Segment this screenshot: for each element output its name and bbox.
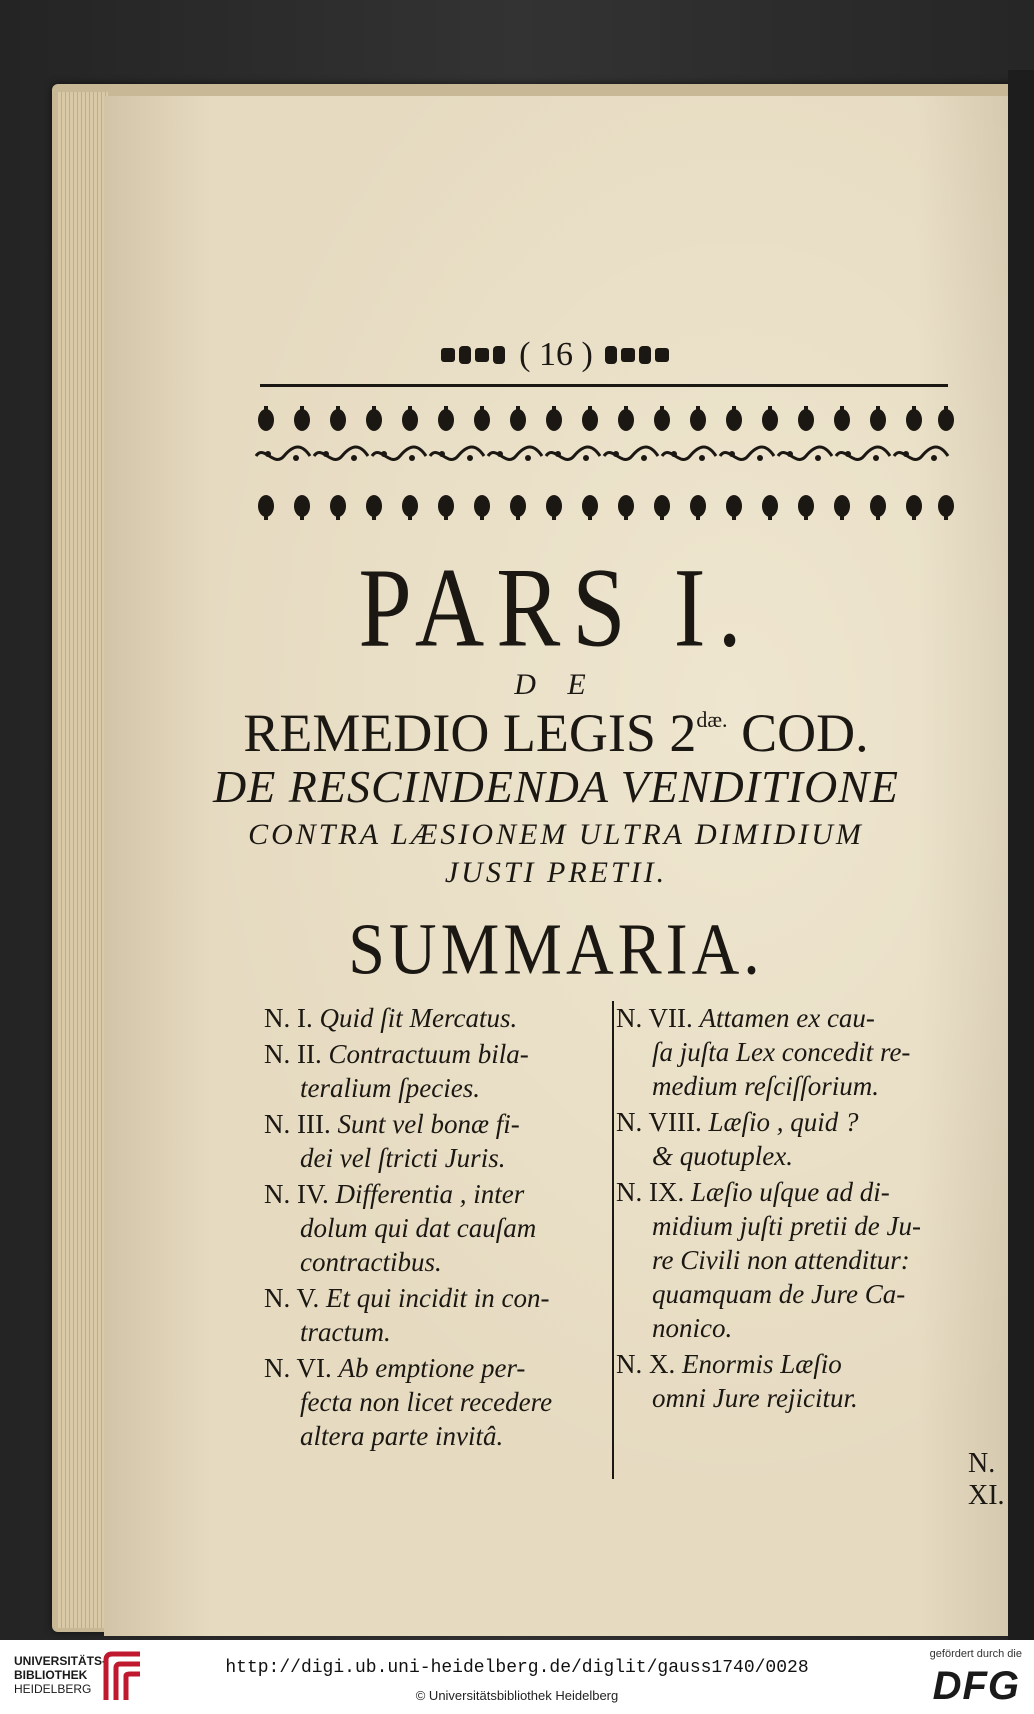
entry-text-cont: fecta non licet recedere [300,1387,553,1417]
catchword: N. XI. [968,1448,1005,1511]
entry-text: Et qui incidit in con- [326,1283,550,1313]
page-header [104,336,1008,374]
remedio-end: COD. [727,703,869,763]
library-name-line2: BIBLIOTHEK [14,1668,88,1682]
entry-text: Læſio uſque ad di- [691,1177,890,1207]
entry-number: N. VI. [264,1353,332,1383]
entry-text: Quid ſit Mercatus. [319,1003,518,1033]
remedio-main: REMEDIO LEGIS 2 [243,703,697,763]
entry-text-cont: & quotuplex. [652,1141,793,1171]
dfg-logo[interactable]: DFG [932,1664,1020,1708]
entry-text: Ab emptione per- [338,1353,526,1383]
book-page [104,96,1008,1636]
summary-entry [616,1001,1034,1103]
entry-number: N. I. [264,1003,313,1033]
summaria-heading: SUMMARIA. [348,909,764,990]
header-ornament-left-icon [439,342,509,368]
decorative-band-icon [254,404,954,522]
page-number: ( 16 ) [519,336,593,373]
header-rule [260,384,948,387]
entry-text: Differentia , inter [335,1179,525,1209]
title-justi: JUSTI PRETII. [444,856,668,889]
entry-text-cont: teralium ſpecies. [300,1073,480,1103]
title-rescindenda: DE RESCINDENDA VENDITIONE [212,761,899,812]
title-contra: CONTRA LÆSIONEM ULTRA DIMIDIUM [248,818,864,851]
entry-number: N. IV. [264,1179,329,1209]
entry-text: Sunt vel bonæ fi- [337,1109,520,1139]
entry-number: N. X. [616,1349,676,1379]
header-ornament-right-icon [603,342,673,368]
entry-text: Enormis Læſio [682,1349,842,1379]
entry-text: Læſio , quid ? [708,1107,859,1137]
column-divider [612,1001,614,1479]
entry-number: N. V. [264,1283,320,1313]
title-de: D E [514,668,598,701]
entry-text-cont: quamquam de Jure Ca- [652,1279,906,1309]
summary-entry [616,1347,1034,1415]
entry-number: N. II. [264,1039,322,1069]
entry-text-cont: ſa juſta Lex concedit re- [652,1037,911,1067]
copyright-text: © Universitätsbibliothek Heidelberg [415,1688,619,1703]
entry-text-cont: tractum. [300,1317,391,1347]
entry-number: N. IX. [616,1177,685,1207]
entry-text: Attamen ex cau- [699,1003,875,1033]
entry-text-cont: dolum qui dat cauſam [300,1213,537,1243]
library-name-line3: HEIDELBERG [14,1682,92,1696]
entry-text-cont: midium juſti pretii de Ju- [652,1211,921,1241]
entry-number: N. VII. [616,1003,693,1033]
viewer-footer [0,1640,1034,1714]
page-url-link[interactable]: http://digi.ub.uni-heidelberg.de/diglit/gauss1740/0028 [225,1658,809,1678]
remedio-superscript: dæ. [696,707,728,732]
entry-text-cont: omni Jure rejicitur. [652,1383,858,1413]
entry-number: N. III. [264,1109,331,1139]
library-name-line1: UNIVERSITÄTS- [14,1654,107,1668]
summary-entry [616,1175,1034,1345]
part-title: PARS I. [358,543,754,671]
entry-text-cont: re Civili non attenditur: [652,1245,910,1275]
title-remedio [104,703,1008,763]
summary-column-right [616,1001,1034,1417]
entry-text-cont: medium reſciſſorium. [652,1071,879,1101]
entry-text: Contractuum bila- [328,1039,529,1069]
entry-text-cont: dei vel ſtricti Juris. [300,1143,506,1173]
summary-entry [616,1105,1034,1173]
page-edges [58,92,108,1628]
entry-text-cont: altera parte invitâ. [300,1421,504,1451]
funded-by-text: gefördert durch die [929,1648,1022,1660]
entry-text-cont: nonico. [652,1313,733,1343]
entry-number: N. VIII. [616,1107,702,1137]
entry-text-cont: contractibus. [300,1247,442,1277]
